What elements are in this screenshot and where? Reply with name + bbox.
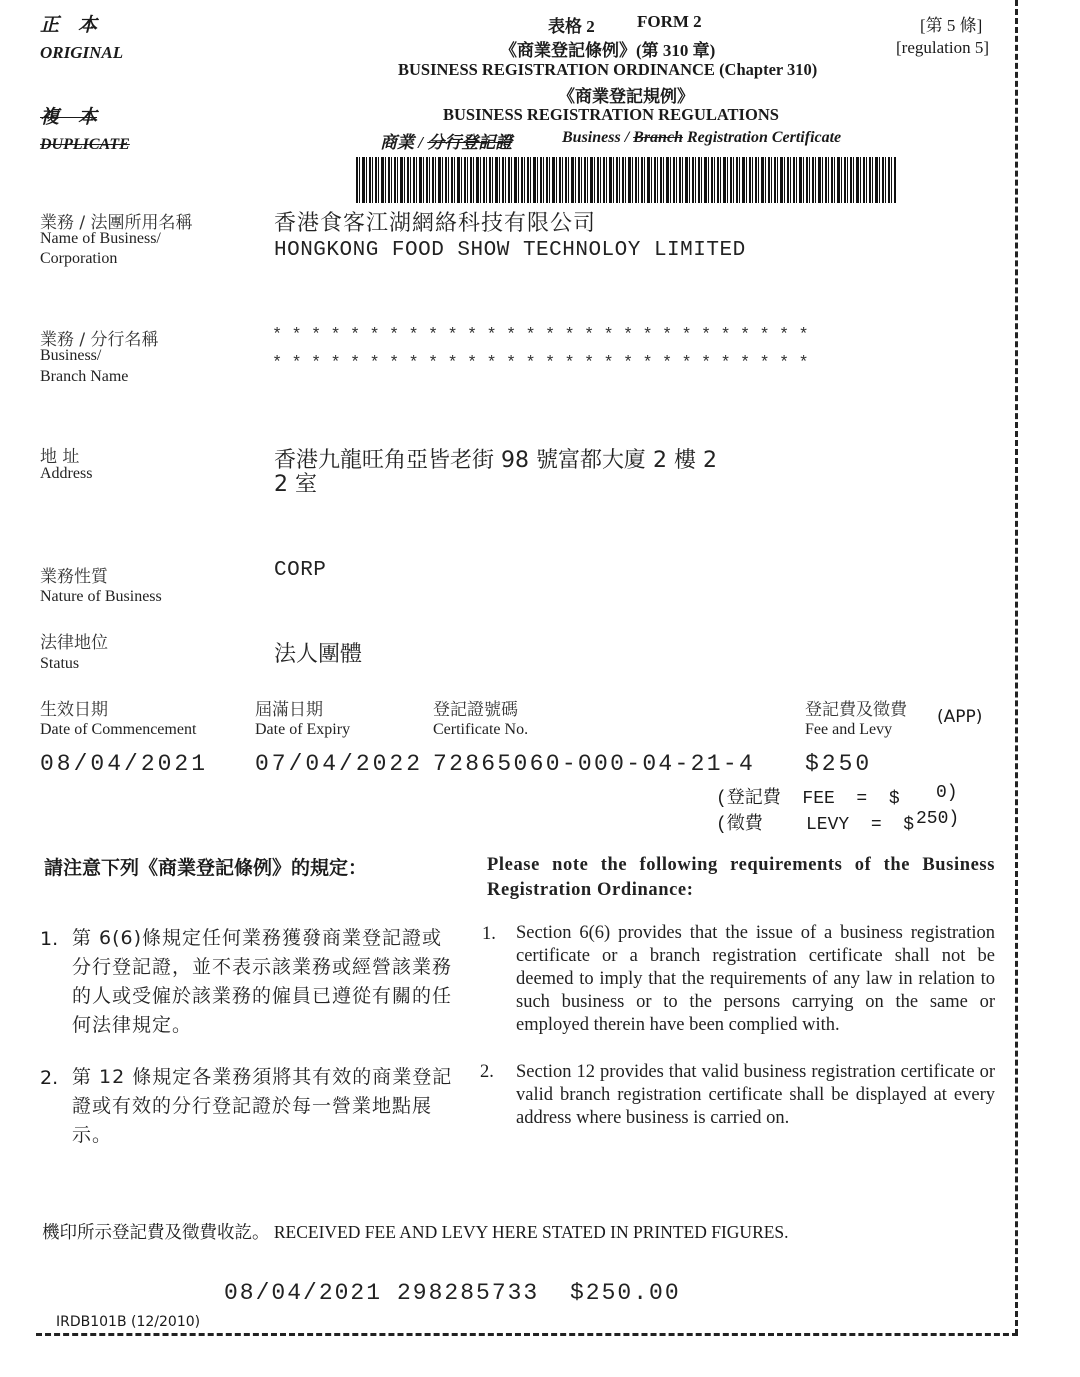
notes-heading-en: Please note the following requirements of the Business Registration Ordinance: (487, 855, 995, 900)
branch-label-zh: 業務 / 分行名稱 (40, 330, 159, 350)
ordinance-zh: 《商業登記條例》(第 310 章) (500, 41, 716, 60)
duplicate-label-zh: 複 本 (40, 107, 98, 128)
branch-value-2: **************************** (272, 354, 819, 373)
fee-value: $250 (805, 751, 873, 777)
commence-label-en: Date of Commencement (40, 721, 197, 738)
note-1-number-en: 1. (482, 924, 496, 944)
duplicate-label-en: DUPLICATE (40, 136, 130, 153)
nature-label-zh: 業務性質 (40, 567, 108, 587)
note-1-number-zh: 1. (40, 928, 59, 950)
note-2-number-zh: 2. (40, 1067, 59, 1089)
original-label-en: ORIGINAL (40, 43, 124, 62)
certificate-title-en: Business / Branch Registration Certificate (562, 129, 842, 146)
levy-breakdown-amount: 250) (916, 809, 960, 829)
commence-value: 08/04/2021 (40, 751, 209, 777)
regulation-ref-en: [regulation 5] (896, 38, 989, 57)
note-1-zh: 第 6(6)條規定任何業務獲發商業登記證或分行登記證，並不表示該業務或經營該業務的人或受僱於該業務的僱員已遵從有關的任何法律規定。 (72, 927, 453, 1036)
name-value-en: HONGKONG FOOD SHOW TECHNOLOY LIMITED (274, 239, 746, 262)
note-2-en: Section 12 provides that valid business registration certificate or valid branch registration certificate shall be displayed at every address where business is carried on. (516, 1062, 995, 1128)
regulation-ref-zh: [第 5 條] (920, 16, 983, 35)
levy-breakdown-label: (徵費 LEVY = $ (716, 815, 915, 835)
original-label-zh: 正 本 (40, 15, 98, 36)
name-value-zh: 香港食客江湖網絡科技有限公司 (274, 211, 597, 236)
cert-no-value: 72865060-000-04-21-4 (433, 751, 756, 777)
print-date: 08/04/2021 (224, 1280, 383, 1306)
address-value-2: 2 室 (274, 472, 317, 497)
dashed-border-right (1015, 0, 1018, 1335)
fee-breakdown-amount: 0) (936, 783, 958, 803)
address-label-en: Address (40, 465, 93, 482)
name-label-en-2: Corporation (40, 250, 118, 267)
app-label: (APP) (937, 707, 983, 727)
print-receipt-no: 298285733 (397, 1280, 540, 1306)
name-label-en-1: Name of Business/ (40, 230, 161, 247)
notes-heading-zh: 請注意下列《商業登記條例》的規定： (44, 857, 368, 879)
fee-label-en: Fee and Levy (805, 721, 893, 738)
commence-label-zh: 生效日期 (40, 700, 108, 720)
regulations-en: BUSINESS REGISTRATION REGULATIONS (443, 105, 779, 124)
barcode (356, 157, 896, 203)
branch-value-1: **************************** (272, 326, 819, 345)
dashed-border-bottom (36, 1333, 1018, 1336)
received-statement: 機印所示登記費及徵費收訖。 RECEIVED FEE AND LEVY HERE STATED IN PRINTED FIGURES. (42, 1222, 789, 1242)
note-2-number-en: 2. (480, 1062, 494, 1082)
branch-label-en-1: Business/ (40, 347, 102, 364)
cert-no-label-en: Certificate No. (433, 721, 529, 738)
status-value: 法人團體 (274, 642, 363, 667)
note-1-en: Section 6(6) provides that the issue of a business registration certificate or a branch registration certificate shall not be deemed to imply that the requirements of any law in relation to such business or to the persons carrying on the same or employed therein have been complied with. (516, 923, 995, 1035)
branch-label-en-2: Branch Name (40, 368, 129, 385)
form-code: IRDB101B (12/2010) (56, 1314, 201, 1330)
status-label-zh: 法律地位 (40, 633, 108, 653)
cert-no-label-zh: 登記證號碼 (433, 700, 518, 720)
expiry-label-zh: 屆滿日期 (255, 700, 323, 720)
name-label-zh: 業務 / 法團所用名稱 (40, 213, 193, 233)
address-label-zh: 地 址 (40, 447, 80, 467)
expiry-label-en: Date of Expiry (255, 721, 351, 738)
address-value-1: 香港九龍旺角亞皆老街 98 號富都大廈 2 樓 2 (274, 448, 717, 473)
fee-label-zh: 登記費及徵費 (805, 700, 907, 720)
form-label-en: FORM 2 (637, 12, 702, 31)
certificate-title-zh: 商業 / 分行登記證 (380, 133, 513, 152)
form-label-zh: 表格 2 (548, 17, 595, 36)
expiry-value: 07/04/2022 (255, 751, 424, 777)
note-2-zh: 第 12 條規定各業務須將其有效的商業登記證或有效的分行登記證於每一營業地點展示。 (72, 1066, 453, 1146)
nature-value: CORP (274, 559, 327, 582)
nature-label-en: Nature of Business (40, 588, 162, 605)
ordinance-en: BUSINESS REGISTRATION ORDINANCE (Chapter 310) (398, 60, 818, 79)
regulations-zh: 《商業登記規例》 (558, 87, 694, 106)
print-amount: $250.00 (570, 1280, 681, 1306)
status-label-en: Status (40, 655, 80, 672)
fee-breakdown-label: (登記費 FEE = $ (716, 789, 900, 809)
